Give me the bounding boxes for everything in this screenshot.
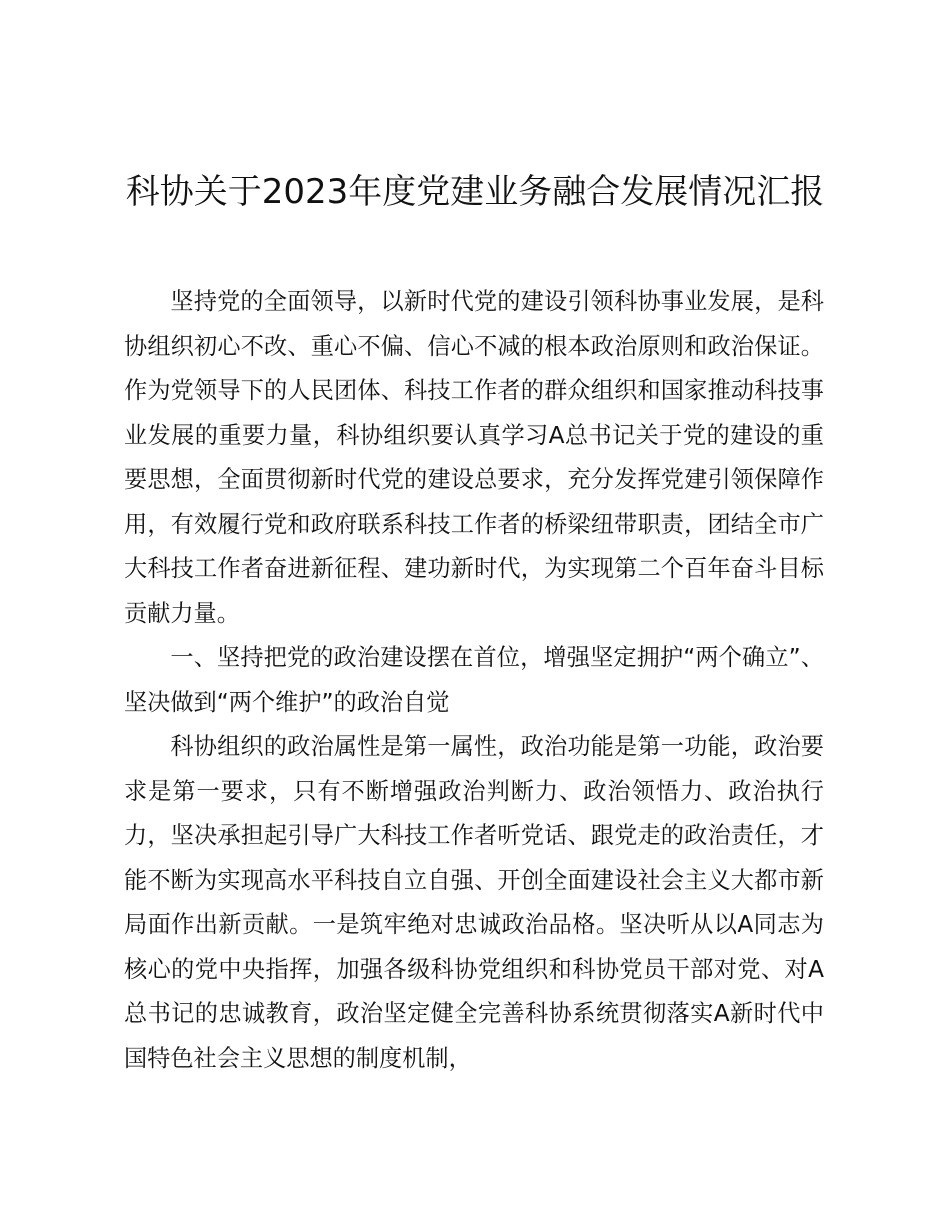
section-1-paragraph: 科协组织的政治属性是第一属性，政治功能是第一功能，政治要求是第一要求，只有不断增强政治判断力、政治领悟力、政治执行力，坚决承担起引导广大科技工作者听党话、跟党走的政治责任，才能不断为实现高水平科技自立自强、开创全面建设社会主义大都市新局面作出新贡献。一是筑牢绝对忠诚政治品格。坚决听从以A同志为核心的党中央指挥，加强各级科协党组织和科协党员干部对党、对A总书记的忠诚教育，政治坚定健全完善科协系统贯彻落实A新时代中国特色社会主义思想的制度机制， (124, 733, 824, 1072)
document-body (124, 280, 824, 1081)
section-heading-1: 一、坚持把党的政治建设摆在首位，增强坚定拥护“两个确立”、坚决做到“两个维护”的政治自觉 (124, 644, 824, 716)
document-title: 科协关于2023年度党建业务融合发展情况汇报 (125, 172, 825, 212)
intro-paragraph: 坚持党的全面领导，以新时代党的建设引领科协事业发展，是科协组织初心不改、重心不偏、信心不减的根本政治原则和政治保证。作为党领导下的人民团体、科技工作者的群众组织和国家推动科技事业发展的重要力量，科协组织要认真学习A总书记关于党的建设的重要思想，全面贯彻新时代党的建设总要求，充分发挥党建引领保障作用，有效履行党和政府联系科技工作者的桥梁纽带职责，团结全市广大科技工作者奋进新征程、建功新时代，为实现第二个百年奋斗目标贡献力量。 (124, 288, 824, 627)
